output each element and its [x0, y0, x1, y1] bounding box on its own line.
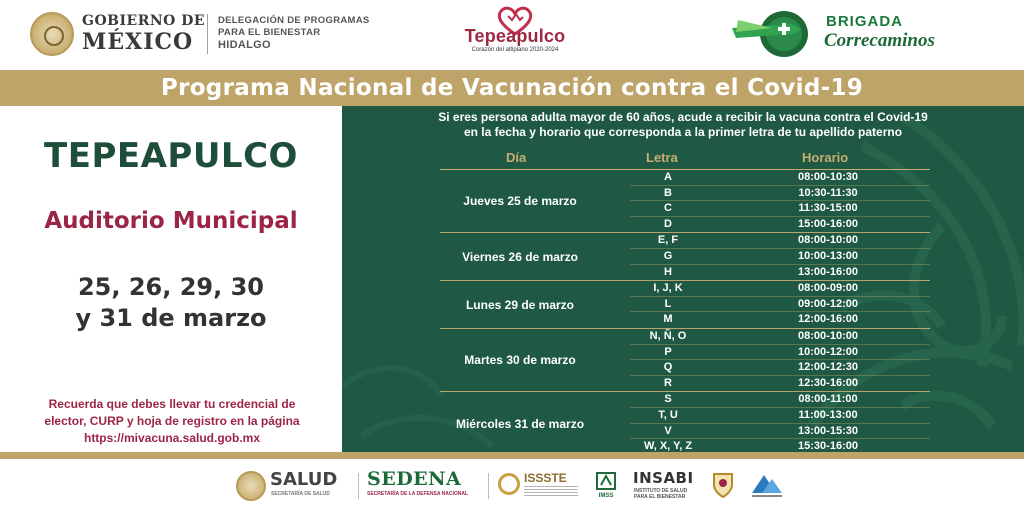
delegacion-block: [218, 15, 370, 51]
shield-emblem-icon: [712, 471, 734, 499]
day-label: Miércoles 31 de marzo: [455, 416, 585, 431]
insabi-logo-sub: INSTITUTO DE SALUD PARA EL BIENESTAR: [634, 488, 688, 500]
horario-cell: 11:30-15:00: [798, 202, 858, 215]
day-group-miercoles: [440, 392, 930, 452]
day-label: Jueves 25 de marzo: [463, 194, 577, 209]
horario-cell: 10:00-12:00: [798, 345, 858, 358]
letra-cell: V: [664, 424, 672, 437]
horario-cell: 09:00-12:00: [798, 297, 858, 310]
table-row: [440, 265, 930, 281]
table-row: [440, 312, 930, 328]
issste-emblem-icon: [498, 473, 520, 495]
header-dia: Día: [506, 150, 527, 165]
delegacion-line2: PARA EL BIENESTAR: [218, 27, 321, 38]
page-title: Programa Nacional de Vacunación contra el Covid-19: [160, 75, 864, 101]
horario-cell: 11:00-13:00: [798, 408, 858, 421]
table-row: [440, 439, 930, 452]
horario-cell: 10:30-11:30: [798, 186, 858, 199]
intro-text: [342, 110, 1024, 140]
horario-cell: 13:00-15:30: [798, 424, 858, 437]
mexico-label: MÉXICO: [82, 29, 194, 55]
location-panel: [0, 106, 342, 452]
table-row: [440, 201, 930, 217]
table-row: [440, 392, 930, 408]
footer-gold-strip: [0, 452, 1024, 459]
letra-cell: N, Ñ, O: [649, 329, 687, 342]
issste-logo: ISSSTE: [524, 471, 567, 485]
schedule-table: [440, 150, 930, 452]
letra-cell: P: [664, 345, 672, 358]
header-divider: [207, 14, 208, 54]
letra-cell: C: [664, 202, 672, 215]
footer-divider: [358, 473, 359, 499]
horario-cell: 08:00-10:00: [798, 329, 858, 342]
tepeapulco-logo: [445, 6, 585, 62]
tepeapulco-logo-tagline: Corazón del altiplano 2020-2024: [471, 47, 559, 53]
header-horario: Horario: [802, 150, 849, 165]
coat-of-arms-icon: [30, 12, 74, 56]
table-row: [440, 281, 930, 297]
letra-cell: T, U: [658, 408, 678, 421]
table-row: [440, 408, 930, 424]
horario-cell: 08:00-09:00: [798, 282, 858, 295]
imss-label: IMSS: [598, 493, 614, 499]
letra-cell: L: [664, 297, 672, 310]
table-row: [440, 376, 930, 392]
reminder-line2: elector, CURP y hoja de registro en la página: [44, 414, 300, 428]
letra-cell: E, F: [657, 234, 679, 247]
day-group-jueves: [440, 170, 930, 233]
insabi-logo: INSABI: [633, 469, 694, 487]
salud-logo-sub: SECRETARÍA DE SALUD: [271, 491, 330, 497]
title-band: [0, 70, 1024, 106]
day-group-lunes: [440, 281, 930, 329]
issste-text-lines: [524, 486, 578, 498]
day-group-viernes: [440, 233, 930, 281]
letra-cell: H: [664, 265, 672, 278]
reminder-text: [14, 396, 330, 447]
table-row: [440, 297, 930, 313]
letra-cell: W, X, Y, Z: [643, 440, 693, 452]
table-row: [440, 233, 930, 249]
reminder-line1: Recuerda que debes llevar tu credencial de: [48, 397, 296, 411]
letra-cell: Q: [663, 361, 673, 374]
table-row: [440, 217, 930, 233]
sedena-logo: SEDENA: [367, 468, 462, 490]
horario-cell: 12:00-16:00: [798, 313, 858, 326]
imss-logo-icon: [595, 471, 617, 499]
horario-cell: 08:00-10:00: [798, 234, 858, 247]
table-row: [440, 170, 930, 186]
horario-cell: 12:00-12:30: [798, 361, 858, 374]
table-row: [440, 345, 930, 361]
table-row: [440, 249, 930, 265]
venue-name: Auditorio Municipal: [44, 208, 298, 234]
footer-divider: [488, 473, 489, 499]
header: [0, 0, 1024, 70]
correcaminos-label: Correcaminos: [824, 30, 935, 51]
horario-cell: 08:00-11:00: [798, 393, 858, 406]
schedule-header-row: [440, 150, 930, 168]
letra-cell: S: [664, 393, 672, 406]
horario-cell: 08:00-10:30: [798, 171, 858, 183]
letra-cell: G: [663, 249, 673, 262]
horario-cell: 10:00-13:00: [798, 249, 858, 262]
letra-cell: B: [664, 186, 672, 199]
footer-logos: [0, 459, 1024, 513]
registration-url-link[interactable]: https://mivacuna.salud.gob.mx: [83, 431, 261, 445]
table-row: [440, 186, 930, 202]
horario-cell: 13:00-16:00: [798, 265, 858, 278]
dates-line2: y 31 de marzo: [75, 304, 267, 332]
day-label: Viernes 26 de marzo: [462, 249, 578, 264]
letra-cell: M: [663, 313, 673, 326]
table-row: [440, 329, 930, 345]
schedule-panel: [342, 106, 1024, 452]
letra-cell: R: [664, 376, 672, 389]
salud-logo: SALUD: [270, 469, 338, 490]
letra-cell: A: [664, 171, 672, 183]
delegacion-line3: HIDALGO: [218, 39, 271, 51]
horario-cell: 15:30-16:00: [798, 440, 858, 452]
delegacion-line1: DELEGACIÓN DE PROGRAMAS: [218, 15, 370, 26]
sedena-logo-sub: SECRETARÍA DE LA DEFENSA NACIONAL: [367, 491, 469, 497]
brigada-label: BRIGADA: [826, 13, 903, 30]
letra-cell: D: [664, 217, 672, 230]
table-row: [440, 424, 930, 440]
triangles-logo-icon: [750, 471, 784, 499]
horario-cell: 12:30-16:00: [798, 376, 858, 389]
intro-line2: en la fecha y horario que corresponda a la primer letra de tu apellido paterno: [463, 125, 903, 139]
letra-cell: I, J, K: [653, 282, 683, 295]
intro-line1: Si eres persona adulta mayor de 60 años, acude a recibir la vacuna contra el Covid-19: [438, 110, 928, 124]
dates-block: [0, 272, 342, 334]
brigada-roadrunner-icon: [732, 8, 820, 60]
municipio-title: TEPEAPULCO: [44, 136, 298, 176]
header-letra: Letra: [646, 150, 678, 165]
tepeapulco-logo-name: Tepeapulco: [464, 26, 566, 46]
gobierno-de-label: GOBIERNO DE: [82, 13, 206, 29]
horario-cell: 15:00-16:00: [798, 217, 858, 230]
day-group-martes: [440, 329, 930, 392]
day-label: Martes 30 de marzo: [464, 353, 576, 368]
day-label: Lunes 29 de marzo: [465, 297, 575, 312]
salud-seal-icon: [236, 471, 266, 501]
table-row: [440, 360, 930, 376]
dates-line1: 25, 26, 29, 30: [77, 273, 264, 301]
